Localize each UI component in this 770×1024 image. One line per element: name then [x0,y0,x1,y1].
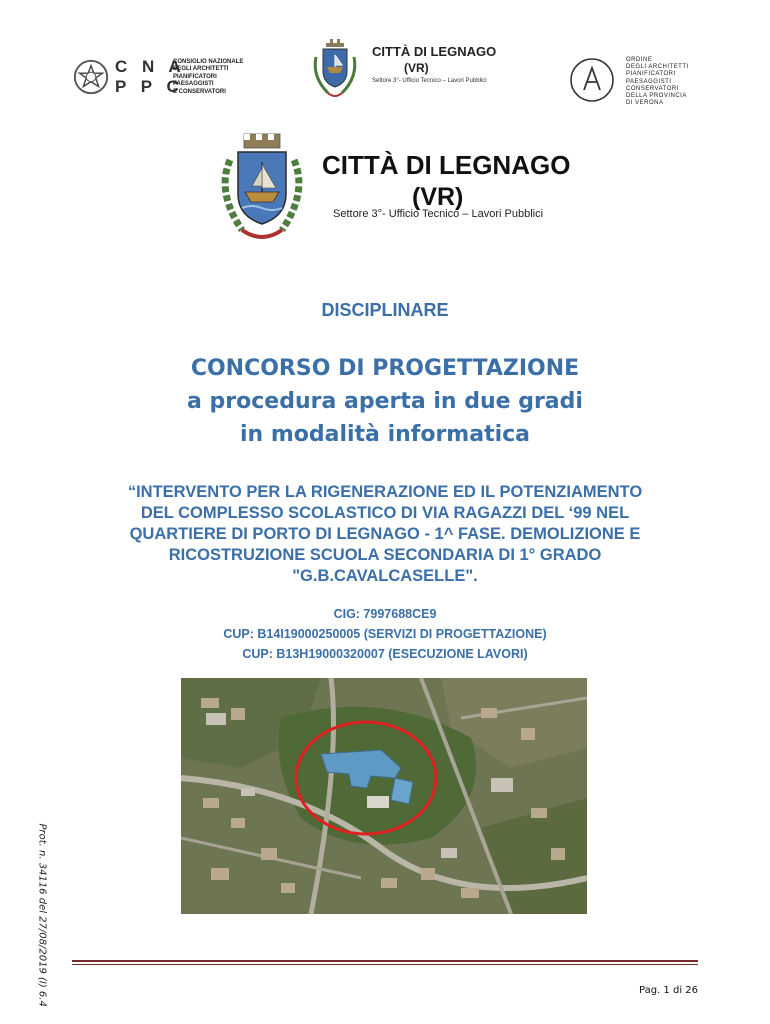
cnappc-logo-letters: C N A P P C [115,57,186,96]
intervention-line: QUARTIERE DI PORTO DI LEGNAGO - 1^ FASE. DEMOLIZIONE E [129,525,641,543]
intervention-line: "G.B.CAVALCASELLE". [292,567,478,585]
intervention-line: “INTERVENTO PER LA RIGENERAZIONE ED IL POTENZIAMENTO [127,483,643,501]
intervention-line: RICOSTRUZIONE SCUOLA SECONDARIA DI 1° GRADO [168,546,602,564]
small-header-title: CITTÀ DI LEGNAGO [372,44,497,59]
document-type: DISCIPLINARE [321,300,449,320]
cup-code-design: CUP: B14I19000250005 (SERVIZI DI PROGETTAZIONE) [223,627,547,641]
header-subtitle: Settore 3°- Ufficio Tecnico – Lavori Pubblici [333,208,544,220]
competition-title-line: CONCORSO DI PROGETTAZIONE [190,356,580,381]
project-codes [0,604,770,664]
cig-code: CIG: 7997688CE9 [333,607,437,621]
competition-title-line: a procedura aperta in due gradi [187,389,583,414]
intervention-description [70,482,700,587]
cup-code-works: CUP: B13H19000320007 (ESECUZIONE LAVORI) [242,647,528,661]
small-header-province: (VR) [404,61,429,75]
footer-rule [72,960,698,962]
small-header-subtitle: Settore 3°- Ufficio Tecnico – Lavori Pubblici [372,78,487,84]
header-province: (VR) [412,183,464,211]
italian-republic-emblem-icon [72,58,110,96]
header-title: CITTÀ DI LEGNAGO [322,150,571,180]
legnago-crest-icon [212,130,312,248]
legnago-crest-small-icon [308,37,362,101]
competition-title [0,352,770,451]
page-number: Pag. 1 di 26 [639,985,698,996]
footer-rule-thin [72,964,698,965]
aerial-site-photo [181,678,587,914]
ordine-logo-text: ORDINE DEGLI ARCHITETTI PIANIFICATORI PAESAGGISTI CONSERVATORI DELLA PROVINCIA DI VERONA [626,57,689,107]
ordine-architetti-logo-icon [568,56,616,104]
competition-title-line: in modalità informatica [239,422,531,447]
cnappc-logo-text: CONSIGLIO NAZIONALE DEGLI ARCHITETTI PIANIFICATORI PAESAGGISTI E CONSERVATORI [173,59,244,95]
protocol-stamp: Prot. n. 34116 del 27/08/2019 (I) 6.4 [36,823,48,1007]
intervention-line: DEL COMPLESSO SCOLASTICO DI VIA RAGAZZI DEL ‘99 NEL [140,504,630,522]
